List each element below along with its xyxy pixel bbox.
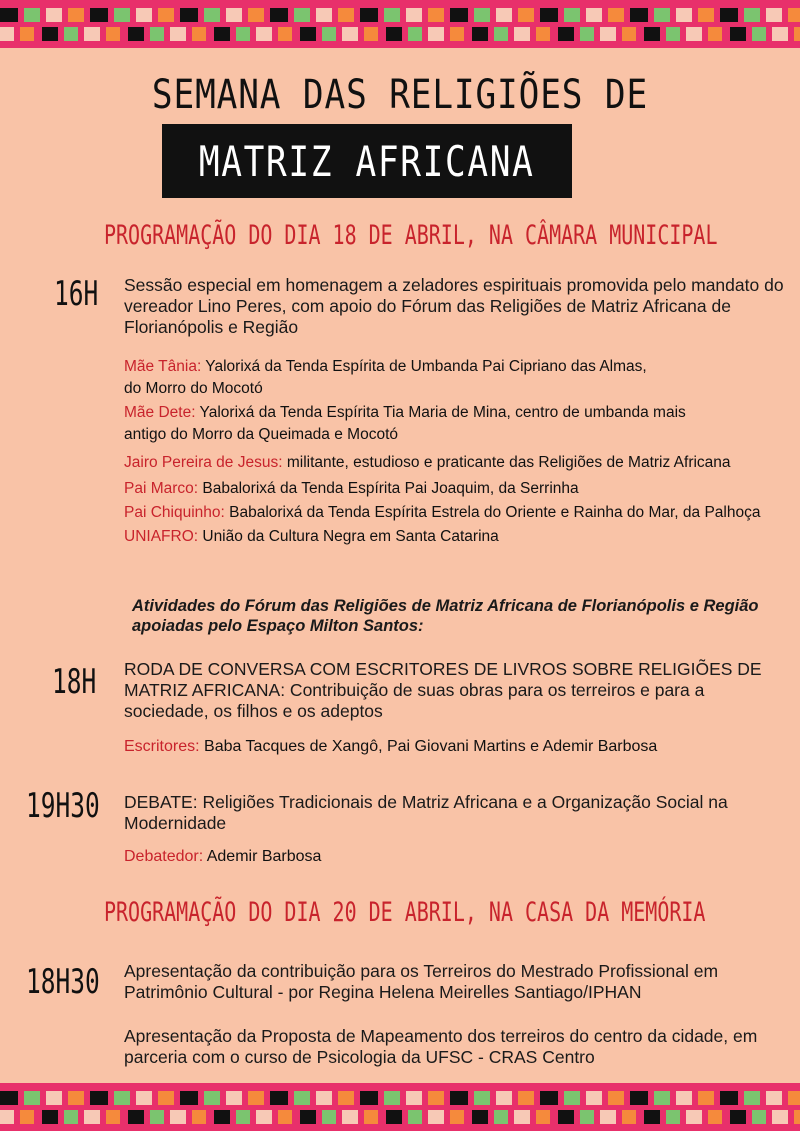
- honoree-name: Pai Marco:: [124, 480, 199, 497]
- time-19h30: 19H30: [26, 786, 100, 826]
- honoree-text: Babalorixá da Tenda Espírita Pai Joaquim, da Serrinha: [198, 480, 579, 497]
- honoree-item: [124, 356, 784, 400]
- honoree-text: União da Cultura Negra em Santa Catarina: [198, 528, 499, 545]
- honoree-item: [124, 402, 784, 446]
- honoree-name: Mãe Dete:: [124, 404, 196, 421]
- session-18h30-description2: Apresentação da Proposta de Mapeamento dos terreiros do centro da cidade, em parceria com o curso de Psicologia da UFSC - CRAS Centro: [124, 1026, 758, 1067]
- honorees-list: [124, 356, 784, 548]
- debater-label: Debatedor:: [124, 848, 204, 865]
- decorative-border-bottom: [0, 1083, 800, 1131]
- day2-heading: PROGRAMAÇÃO DO DIA 20 DE ABRIL, NA CASA DA MEMÓRIA: [104, 897, 706, 928]
- page-title-box: [162, 124, 572, 198]
- honoree-name: Pai Chiquinho:: [124, 504, 225, 521]
- honoree-name: UNIAFRO:: [124, 528, 199, 545]
- forum-note: Atividades do Fórum das Religiões de Matriz Africana de Florianópolis e Região apoiadas pelo Espaço Milton Santos:: [132, 597, 759, 635]
- day1-heading: PROGRAMAÇÃO DO DIA 18 DE ABRIL, NA CÂMARA MUNICIPAL: [104, 220, 718, 251]
- time-18h30: 18H30: [26, 962, 100, 1002]
- honoree-item: [124, 478, 784, 500]
- honoree-text: Babalorixá da Tenda Espírita Estrela do Oriente e Rainha do Mar, da Palhoça: [224, 504, 761, 521]
- honoree-text-line2: antigo do Morro da Queimada e Mocotó: [124, 426, 398, 443]
- page-title-line2: MATRIZ AFRICANA: [199, 136, 535, 186]
- page-title-line1: SEMANA DAS RELIGIÕES DE: [151, 72, 649, 118]
- session-19h30-description: DEBATE: Religiões Tradicionais de Matriz Africana e a Organização Social na Modernidade: [124, 792, 728, 833]
- honoree-item: [124, 452, 784, 474]
- writers-names: Baba Tacques de Xangô, Pai Giovani Martins e Ademir Barbosa: [199, 738, 658, 755]
- honoree-item: [124, 502, 784, 524]
- debater-names: Ademir Barbosa: [203, 848, 322, 865]
- honoree-name: Mãe Tânia:: [124, 358, 202, 375]
- session-18h-description: RODA DE CONVERSA COM ESCRITORES DE LIVROS SOBRE RELIGIÕES DE MATRIZ AFRICANA: Contribuição de suas obras para os terreiros e para a sociedade, os filhos e os adeptos: [124, 659, 762, 721]
- session-18h-writers: [124, 738, 657, 756]
- writers-label: Escritores:: [124, 738, 200, 755]
- session-19h30-debater: [124, 848, 321, 866]
- honoree-item: [124, 526, 784, 548]
- honoree-text: militante, estudioso e praticante das Religiões de Matriz Africana: [282, 454, 731, 471]
- honoree-text: Yalorixá da Tenda Espírita de Umbanda Pai Cipriano das Almas,: [201, 358, 647, 375]
- session-16h-description: Sessão especial em homenagem a zeladores espirituais promovida pelo mandato do vereador Lino Peres, com apoio do Fórum das Religiões de Matriz Africana de Florianópolis e Região: [124, 275, 784, 337]
- honoree-name: Jairo Pereira de Jesus:: [124, 454, 283, 471]
- session-18h30-description: Apresentação da contribuição para os Terreiros do Mestrado Profissional em Patrimônio Cultural - por Regina Helena Meirelles Santiago/IPHAN: [124, 961, 719, 1002]
- honoree-text-line2: do Morro do Mocotó: [124, 380, 263, 397]
- honoree-text: Yalorixá da Tenda Espírita Tia Maria de Mina, centro de umbanda mais: [195, 404, 686, 421]
- time-18h: 18H: [52, 662, 97, 702]
- time-16h: 16H: [54, 274, 99, 314]
- decorative-border-top: [0, 0, 800, 48]
